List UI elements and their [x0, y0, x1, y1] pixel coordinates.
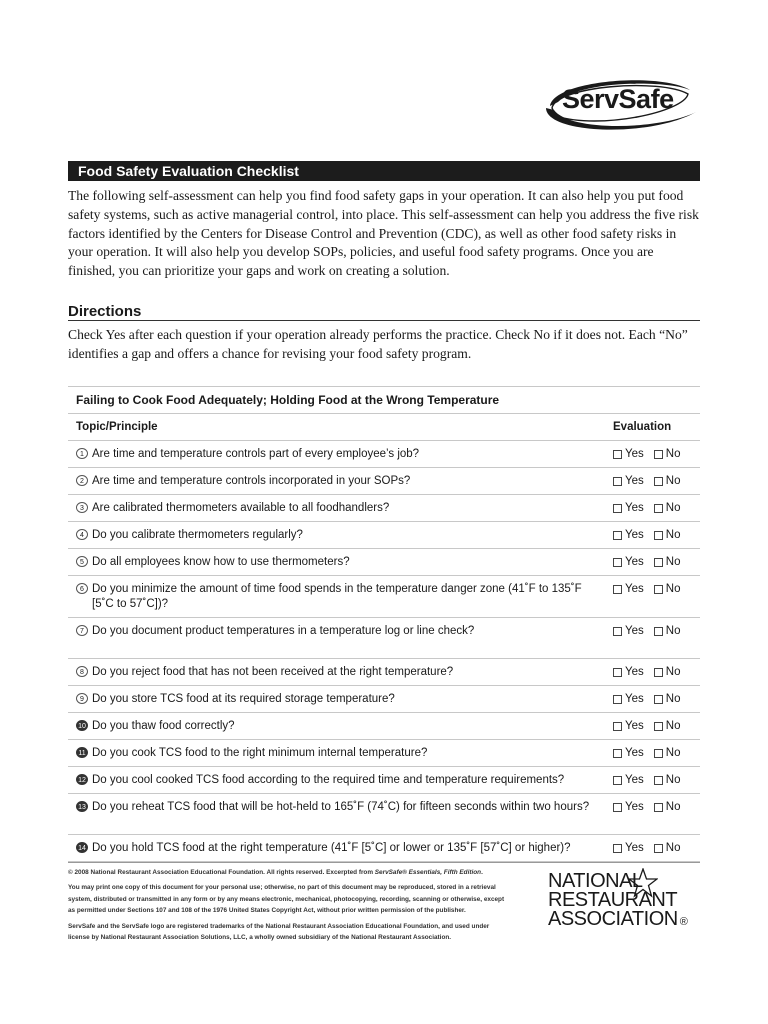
evaluation-options: [613, 474, 690, 491]
yes-label: Yes: [625, 666, 644, 678]
question: [76, 800, 596, 815]
no-option[interactable]: [654, 773, 681, 788]
question: [76, 692, 596, 707]
no-label: No: [665, 842, 681, 854]
yes-label: Yes: [625, 747, 644, 759]
table-row: [68, 767, 700, 794]
evaluation-options: [613, 582, 690, 599]
question: [76, 624, 596, 639]
servsafe-logo: [540, 72, 702, 136]
directions-heading: Directions: [68, 303, 142, 320]
yes-checkbox[interactable]: [613, 722, 622, 731]
yes-checkbox[interactable]: [613, 585, 622, 594]
question-text: Do you document product temperatures in a temperature log or line check?: [92, 625, 475, 637]
table-row: [68, 794, 700, 835]
yes-label: Yes: [625, 774, 644, 786]
question-text: Are calibrated thermometers available to all foodhandlers?: [92, 502, 390, 514]
permission-notice: You may print one copy of this document for your personal use; otherwise, no part of this document may be reproduced, stored in a retrieval system, distributed or transmitted in any form or by any means electronic, mechanical, photocopying, recording, scanning or otherwise, except as permitted under Sections 107 and 108 of the 1976 United States Copyright Act, without prior written permission of the publisher.: [68, 884, 505, 915]
question-text: Do you cook TCS food to the right minimum internal temperature?: [92, 747, 428, 759]
question: [76, 582, 596, 612]
question-number: 1: [76, 448, 88, 459]
yes-checkbox[interactable]: [613, 844, 622, 853]
yes-checkbox[interactable]: [613, 450, 622, 459]
yes-option[interactable]: [613, 719, 644, 734]
no-label: No: [665, 693, 681, 705]
yes-option[interactable]: [613, 555, 644, 570]
no-label: No: [665, 666, 681, 678]
question-number: 9: [76, 693, 88, 704]
question: [76, 501, 596, 516]
no-option[interactable]: [654, 665, 681, 680]
table-row: [68, 618, 700, 659]
servsafe-wordmark: ServSafe: [562, 84, 674, 114]
yes-label: Yes: [625, 693, 644, 705]
question-number: 4: [76, 529, 88, 540]
no-option[interactable]: [654, 746, 681, 761]
no-option[interactable]: [654, 501, 681, 516]
yes-checkbox[interactable]: [613, 803, 622, 812]
question: [76, 665, 596, 680]
no-label: No: [665, 448, 681, 460]
evaluation-options: [613, 528, 690, 545]
nra-line-1: NATIONAL: [548, 870, 643, 892]
table-row: [68, 713, 700, 740]
no-label: No: [665, 801, 681, 813]
question-text: Do you minimize the amount of time food spends in the temperature danger zone (41˚F to 135˚F [5˚C to 57˚C])?: [92, 583, 582, 610]
evaluation-options: [613, 841, 690, 858]
question-number: 13: [76, 801, 88, 812]
question: [76, 719, 596, 734]
no-option[interactable]: [654, 555, 681, 570]
yes-option[interactable]: [613, 665, 644, 680]
no-label: No: [665, 720, 681, 732]
yes-label: Yes: [625, 801, 644, 813]
yes-label: Yes: [625, 556, 644, 568]
yes-option[interactable]: [613, 800, 644, 815]
nra-line-2: RESTAURANT: [548, 889, 678, 911]
yes-label: Yes: [625, 583, 644, 595]
yes-checkbox[interactable]: [613, 695, 622, 704]
yes-checkbox[interactable]: [613, 558, 622, 567]
yes-checkbox[interactable]: [613, 749, 622, 758]
yes-option[interactable]: [613, 773, 644, 788]
question: [76, 555, 596, 570]
yes-label: Yes: [625, 502, 644, 514]
topic-column-header: Topic/Principle: [76, 421, 158, 433]
copyright-notice: © 2008 National Restaurant Association Educational Foundation. All rights reserved. Excerpted from ServSafe® Essentials, Fifth Edition.: [68, 869, 483, 876]
question-number: 10: [76, 720, 88, 731]
question-text: Do you store TCS food at its required storage temperature?: [92, 693, 395, 705]
evaluation-options: [613, 665, 690, 682]
evaluation-options: [613, 719, 690, 736]
yes-checkbox[interactable]: [613, 627, 622, 636]
no-label: No: [665, 529, 681, 541]
evaluation-options: [613, 746, 690, 763]
question: [76, 746, 596, 761]
table-row: [68, 468, 700, 495]
no-option[interactable]: [654, 841, 681, 856]
no-option[interactable]: [654, 528, 681, 543]
question-text: Do all employees know how to use thermometers?: [92, 556, 350, 568]
question-text: Do you reject food that has not been received at the right temperature?: [92, 666, 454, 678]
question: [76, 474, 596, 489]
question: [76, 528, 596, 543]
evaluation-options: [613, 447, 690, 464]
no-option[interactable]: [654, 582, 681, 597]
yes-label: Yes: [625, 720, 644, 732]
table-row: [68, 686, 700, 713]
directions-paragraph: Check Yes after each question if your operation already performs the practice. Check No if it does not. Each “No” identifies a gap and offers a chance for revising your food safety program.: [68, 327, 688, 361]
yes-option[interactable]: [613, 528, 644, 543]
no-checkbox[interactable]: [654, 585, 663, 594]
no-checkbox[interactable]: [654, 749, 663, 758]
no-checkbox[interactable]: [654, 627, 663, 636]
no-checkbox[interactable]: [654, 722, 663, 731]
footer-divider: [68, 862, 700, 863]
question-number: 7: [76, 625, 88, 636]
legal-notice: [68, 867, 508, 947]
yes-label: Yes: [625, 475, 644, 487]
yes-checkbox[interactable]: [613, 504, 622, 513]
yes-option[interactable]: [613, 746, 644, 761]
page-title: Food Safety Evaluation Checklist: [68, 161, 700, 181]
yes-option[interactable]: [613, 841, 644, 856]
evaluation-options: [613, 800, 690, 817]
yes-label: Yes: [625, 625, 644, 637]
no-checkbox[interactable]: [654, 558, 663, 567]
no-option[interactable]: [654, 800, 681, 815]
yes-option[interactable]: [613, 692, 644, 707]
no-label: No: [665, 774, 681, 786]
table-row: [68, 659, 700, 686]
table-row: [68, 549, 700, 576]
question-text: Do you calibrate thermometers regularly?: [92, 529, 303, 541]
table-row: [68, 835, 700, 862]
yes-checkbox[interactable]: [613, 776, 622, 785]
no-checkbox[interactable]: [654, 504, 663, 513]
question: [76, 447, 596, 462]
yes-label: Yes: [625, 529, 644, 541]
question-number: 5: [76, 556, 88, 567]
no-label: No: [665, 625, 681, 637]
no-checkbox[interactable]: [654, 695, 663, 704]
evaluation-options: [613, 624, 690, 641]
question-number: 2: [76, 475, 88, 486]
yes-checkbox[interactable]: [613, 531, 622, 540]
no-checkbox[interactable]: [654, 803, 663, 812]
no-checkbox[interactable]: [654, 477, 663, 486]
intro-paragraph: The following self-assessment can help you find food safety gaps in your operation. It can also help you put food safety systems, such as active managerial control, into place. This self-assessment can help you address the five risk factors identified by the Centers for Disease Control and Prevention (CDC), as well as other food safety risks in your operation. It will also help you develop SOPs, policies, and useful food safety programs. Once you are finished, you can prioritize your gaps and work on creating a solution.: [68, 188, 699, 279]
evaluation-options: [613, 773, 690, 790]
no-label: No: [665, 583, 681, 595]
no-checkbox[interactable]: [654, 844, 663, 853]
table-row: [68, 495, 700, 522]
question-number: 8: [76, 666, 88, 677]
nra-line-3: ASSOCIATION ®: [548, 908, 688, 930]
table-header: [68, 414, 700, 441]
yes-label: Yes: [625, 842, 644, 854]
yes-option[interactable]: [613, 501, 644, 516]
no-label: No: [665, 556, 681, 568]
question-text: Do you hold TCS food at the right temperature (41˚F [5˚C] or lower or 135˚F [57˚C] or higher)?: [92, 842, 571, 854]
trademark-notice: ServSafe and the ServSafe logo are registered trademarks of the National Restaurant Association Educational Foundation, and used under license by National Restaurant Association Solutions, LLC, a wholly owned subsidiary of the National Restaurant Association.: [68, 922, 490, 942]
question-text: Do you cool cooked TCS food according to the required time and temperature requirements?: [92, 774, 565, 786]
evaluation-options: [613, 555, 690, 572]
no-option[interactable]: [654, 447, 681, 462]
no-option[interactable]: [654, 692, 681, 707]
nra-logo: [548, 872, 698, 952]
question-number: 6: [76, 583, 88, 594]
evaluation-options: [613, 692, 690, 709]
no-checkbox[interactable]: [654, 531, 663, 540]
no-option[interactable]: [654, 624, 681, 639]
question: [76, 841, 596, 856]
yes-option[interactable]: [613, 474, 644, 489]
no-label: No: [665, 475, 681, 487]
yes-label: Yes: [625, 448, 644, 460]
question-text: Do you thaw food correctly?: [92, 720, 235, 732]
yes-option[interactable]: [613, 582, 644, 597]
table-row: [68, 441, 700, 468]
no-label: No: [665, 747, 681, 759]
checklist-table: [68, 386, 700, 862]
evaluation-options: [613, 501, 690, 518]
no-checkbox[interactable]: [654, 450, 663, 459]
question-number: 11: [76, 747, 88, 758]
yes-option[interactable]: [613, 447, 644, 462]
question-text: Are time and temperature controls part of every employee’s job?: [92, 448, 420, 460]
table-row: [68, 740, 700, 767]
yes-checkbox[interactable]: [613, 668, 622, 677]
evaluation-column-header: Evaluation: [613, 421, 672, 433]
no-checkbox[interactable]: [654, 668, 663, 677]
no-option[interactable]: [654, 474, 681, 489]
question-text: Do you reheat TCS food that will be hot-held to 165˚F (74˚C) for fifteen seconds within two hours?: [92, 801, 590, 813]
directions-divider: [68, 320, 700, 321]
table-row: [68, 522, 700, 549]
question-number: 12: [76, 774, 88, 785]
yes-checkbox[interactable]: [613, 477, 622, 486]
yes-option[interactable]: [613, 624, 644, 639]
table-row: [68, 576, 700, 618]
question-number: 3: [76, 502, 88, 513]
question: [76, 773, 596, 788]
no-option[interactable]: [654, 719, 681, 734]
question-number: 14: [76, 842, 88, 853]
question-text: Are time and temperature controls incorporated in your SOPs?: [92, 475, 411, 487]
no-label: No: [665, 502, 681, 514]
section-heading: Failing to Cook Food Adequately; Holding Food at the Wrong Temperature: [68, 387, 700, 414]
no-checkbox[interactable]: [654, 776, 663, 785]
